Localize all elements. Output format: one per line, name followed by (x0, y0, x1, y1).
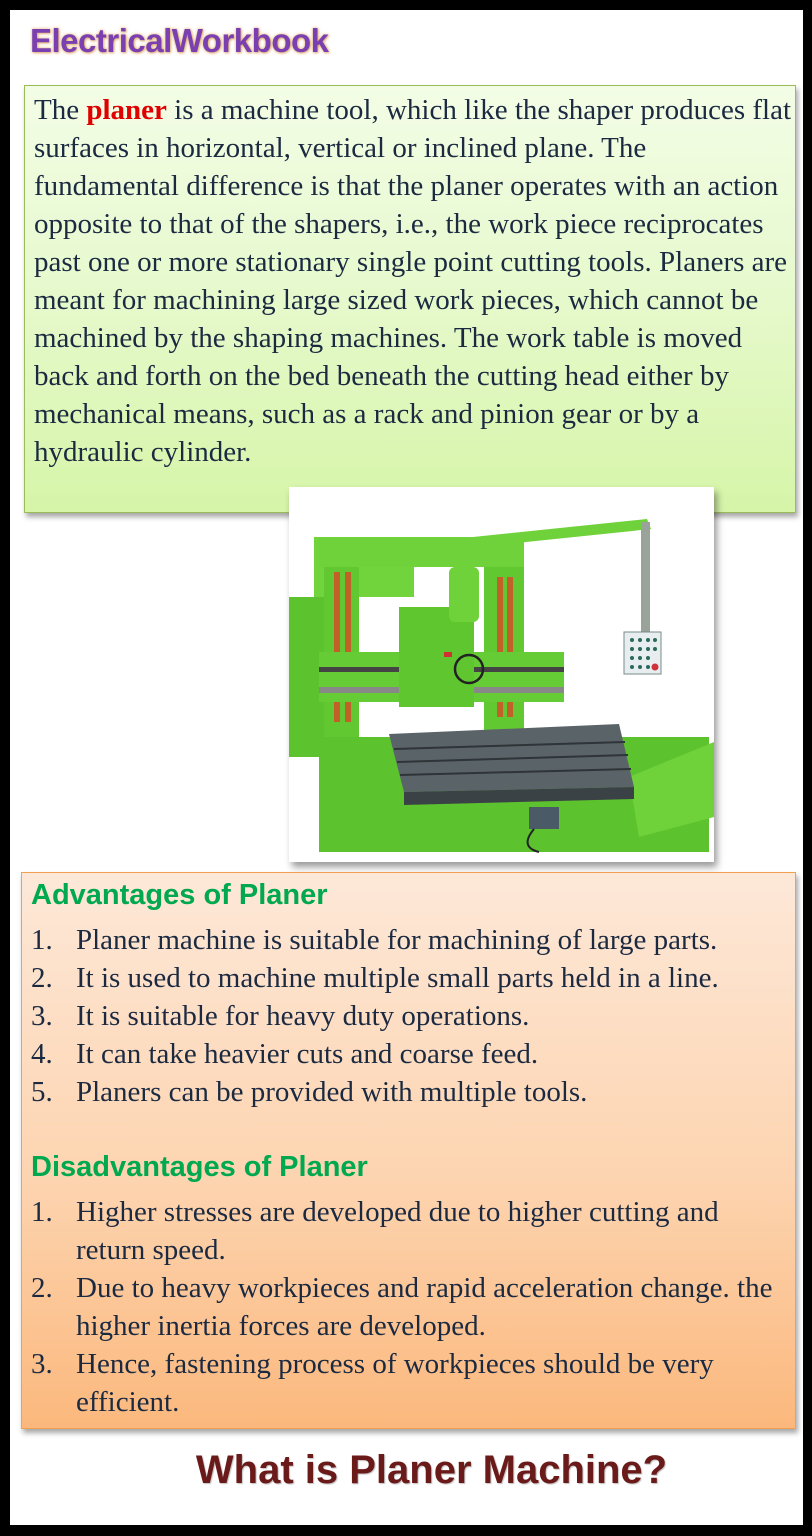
advantage-item (31, 1073, 791, 1111)
item-number: 1. (31, 924, 53, 956)
item-number: 2. (31, 962, 53, 994)
item-number: 3. (31, 1348, 53, 1380)
advantages-list (31, 921, 791, 1111)
intro-body: is a machine tool, which like the shaper produces flat surfaces in horizontal, vertical or inclined plane. The fundamental difference is that the planer operates with an action opposite to that of the shapers, i.e., the work piece reciprocates past one or more stationary single point cutting tools. Planers are meant for machining large sized work pieces, which cannot be machined by the shaping machines. The work table is moved back and forth on the bed beneath the cutting head either by mechanical means, such as a rack and pinion gear or by a hydraulic cylinder. (34, 94, 792, 468)
item-text: Higher stresses are developed due to higher cutting and return speed. (76, 1196, 719, 1266)
planer-machine-image (289, 487, 714, 862)
brand-logo: ElectricalWorkbook (30, 22, 329, 59)
item-text: Due to heavy workpieces and rapid acceleration change. the higher inertia forces are developed. (76, 1272, 773, 1342)
advantage-item (31, 921, 791, 959)
item-number: 2. (31, 1272, 53, 1304)
item-number: 4. (31, 1038, 53, 1070)
item-number: 5. (31, 1076, 53, 1108)
item-text: Planer machine is suitable for machining of large parts. (76, 924, 718, 956)
item-number: 3. (31, 1000, 53, 1032)
advantage-item (31, 959, 791, 997)
planer-machine-illustration (289, 487, 714, 862)
disadvantages-heading: Disadvantages of Planer (31, 1151, 368, 1183)
disadvantage-item (31, 1345, 791, 1421)
item-text: Hence, fastening process of workpieces should be very efficient. (76, 1348, 714, 1418)
disadvantage-item (31, 1193, 791, 1269)
advantage-item (31, 997, 791, 1035)
infographic-page (10, 10, 803, 1525)
advantages-heading: Advantages of Planer (31, 879, 328, 911)
intro-keyword: planer (86, 94, 167, 126)
item-text: It is suitable for heavy duty operations. (76, 1000, 530, 1032)
item-text: It can take heavier cuts and coarse feed. (76, 1038, 539, 1070)
advantage-item (31, 1035, 791, 1073)
pros-cons-box (21, 872, 796, 1429)
disadvantage-item (31, 1269, 791, 1345)
item-text: It is used to machine multiple small parts held in a line. (76, 962, 719, 994)
item-text: Planers can be provided with multiple tools. (76, 1076, 588, 1108)
disadvantages-list (31, 1193, 791, 1421)
intro-paragraph (34, 91, 794, 471)
item-number: 1. (31, 1196, 53, 1228)
intro-lead: The (34, 94, 87, 126)
intro-box (24, 85, 796, 513)
page-title: What is Planer Machine? (195, 1448, 668, 1492)
